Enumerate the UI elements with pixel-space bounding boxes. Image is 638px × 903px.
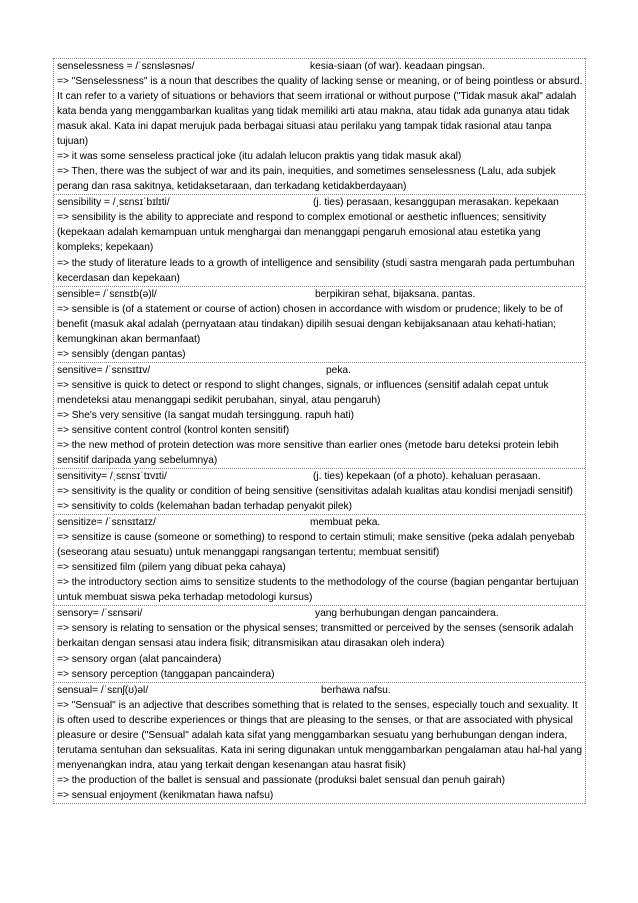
entry-line: => sensible is (of a statement or course of action) chosen in accordance with wisdom or prudence; likely to be of benefit (masuk akal adalah (pernyataan atau tindakan) dipilih sesuai dengan kebijaksanaan atau kehati-hatian; kemungkinan akan bermanfaat) xyxy=(57,303,563,345)
entry-headline xyxy=(57,683,583,698)
entry-line: => sensitivity is the quality or condition of being sensitive (sensitivitas adalah kualitas atau kondisi menjadi sensitif) xyxy=(57,486,573,498)
entry-line: => "Senselessness" is a noun that describes the quality of lacking sense or meaning, or of being pointless or absurd. It can refer to a variety of situations or behaviors that seem irrational or without purpose ("Tidak masuk akal" adalah kata benda yang menggambarkan kualitas yang tidak memiliki arti atau makna, atau tidak ada gunanya atau tidak masuk akal. Kata ini dapat merujuk pada berbagai situasi atau perilaku yang tampak tidak rasional atau tanpa tujuan) xyxy=(57,76,583,148)
entry-line: => sensory is relating to sensation or the physical senses; transmitted or perceived by the senses (sensorik adalah berkaitan dengan sensasi atau indera fisik; ditransmisikan atau dirasakan oleh indera) xyxy=(57,623,574,650)
translation: berpikiran sehat, bijaksana. pantas. xyxy=(315,288,476,300)
entry-line: => the introductory section aims to sensitize students to the methodology of the course (bagian pengantar bertujuan untuk membuat siswa peka terhadap metodologi kursus) xyxy=(57,577,579,604)
entry-block xyxy=(54,58,585,194)
entry-line: => sensibility is the ability to appreciate and respond to complex emotional or aesthetic influences; sensitivity (kepekaan adalah kemampuan untuk menghargai dan menanggapi pengaruh emosional atau estetika yang kompleks; kepekaan) xyxy=(57,212,547,254)
entry-line: => it was some senseless practical joke (itu adalah lelucon praktis yang tidak masuk akal) xyxy=(57,151,462,163)
entry-headline xyxy=(57,606,583,621)
entry-block xyxy=(54,682,585,804)
entry-headline xyxy=(57,287,583,302)
entry-headline xyxy=(57,469,583,484)
entry-line: => the new method of protein detection was more sensitive than earlier ones (metode baru deteksi protein lebih sensitif daripada yang sebelumnya) xyxy=(57,439,559,467)
entry-block xyxy=(54,514,585,605)
translation: membuat peka. xyxy=(310,517,381,529)
entry-line: => sensual enjoyment (kenikmatan hawa nafsu) xyxy=(57,789,274,801)
entry-line: => sensibly (dengan pantas) xyxy=(57,348,186,360)
translation: (j. ties) kepekaan (of a photo). kehaluan perasaan. xyxy=(313,471,541,483)
headword: sensitize= /ˈsɛnsɪtaɪz/ xyxy=(57,517,156,529)
headword: sensitive= /ˈsɛnsɪtɪv/ xyxy=(57,364,151,376)
headword: sensory= /ˈsɛnsəri/ xyxy=(57,608,143,620)
headword: sensibility = /ˌsɛnsɪˈbɪlɪti/ xyxy=(57,197,170,209)
entry-line: => sensitive content control (kontrol konten sensitif) xyxy=(57,424,290,436)
entry-line: => sensory perception (tanggapan pancaindera) xyxy=(57,668,275,680)
translation: berhawa nafsu. xyxy=(321,684,391,696)
entry-line: => the production of the ballet is sensual and passionate (produksi balet sensual dan penuh gairah) xyxy=(57,774,505,786)
headword: sensitivity= /ˌsɛnsɪˈtɪvɪti/ xyxy=(57,471,167,483)
translation: (j. ties) perasaan, kesanggupan merasakan. kepekaan xyxy=(313,197,559,209)
headword: sensual= /ˈsɛnʃ(ʊ)əl/ xyxy=(57,684,149,696)
entry-line: => Then, there was the subject of war and its pain, inequities, and sometimes senselessness (Lalu, ada subjek perang dan rasa sakitnya, ketidaksetaraan, dan terkadang ketidakberdayaan) xyxy=(57,166,556,193)
entry-line: => sensory organ (alat pancaindera) xyxy=(57,653,222,665)
entry-line: => She's very sensitive (Ia sangat mudah tersinggung. rapuh hati) xyxy=(57,409,354,421)
entry-block xyxy=(54,194,585,285)
headword: senselessness = /ˈsɛnsləsnəs/ xyxy=(57,61,195,72)
translation: kesia-siaan (of war). keadaan pingsan. xyxy=(310,61,485,72)
entry-line: => "Sensual" is an adjective that describes something that is related to the senses, especially touch and sexuality. It is often used to describe experiences or things that are pleasing to the senses, or that are associated with physical pleasure or desire ("Sensual" adalah kata sifat yang menggambarkan sesuatu yang berhubungan dengan indera, terutama sentuhan dan seksualitas. Kata ini sering digunakan untuk menggambarkan pengalaman atau hal-hal yang menyenangkan indra, atau yang terkait dengan kesenangan atau hasrat fisik) xyxy=(57,699,583,771)
headword: sensible= /ˈsɛnsɪb(ə)l/ xyxy=(57,288,157,300)
glossary-sheet xyxy=(53,58,586,804)
entry-block xyxy=(54,605,585,681)
entry-headline xyxy=(57,515,583,530)
entry-block xyxy=(54,286,585,362)
entry-block xyxy=(54,468,585,514)
entry-line: => sensitize is cause (someone or something) to respond to certain stimuli; make sensitive (peka adalah penyebab (seseorang atau sesuatu) untuk menanggapi rangsangan tertentu; membuat sensitif) xyxy=(57,532,575,559)
entry-headline xyxy=(57,363,583,378)
entry-line: => the study of literature leads to a growth of intelligence and sensibility (studi sastra mengarah pada pertumbuhan kecerdasan dan kepekaan) xyxy=(57,257,575,284)
translation: peka. xyxy=(326,364,351,376)
entry-line: => sensitized film (pilem yang dibuat peka cahaya) xyxy=(57,562,286,574)
entry-line: => sensitive is quick to detect or respond to slight changes, signals, or influences (sensitif adalah cepat untuk mendeteksi atau menanggapi sedikit perubahan, sinyal, atau pengaruh) xyxy=(57,379,549,406)
entry-headline xyxy=(57,195,583,210)
entry-line: => sensitivity to colds (kelemahan badan terhadap penyakit pilek) xyxy=(57,501,353,513)
entry-headline xyxy=(57,59,583,74)
translation: yang berhubungan dengan pancaindera. xyxy=(315,608,499,620)
entry-block xyxy=(54,362,585,468)
